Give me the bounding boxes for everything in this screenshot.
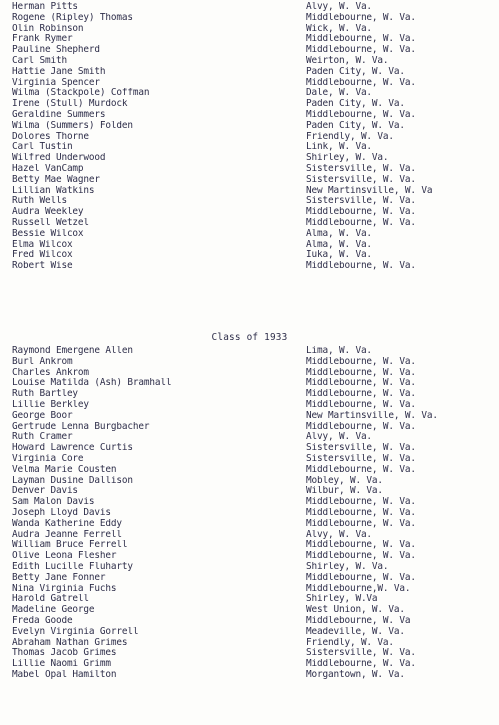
alumni-town: Middlebourne, W. Va. — [306, 421, 416, 432]
alumni-town: Meadeville, W. Va. — [306, 626, 405, 637]
alumni-name: Bessie Wilcox — [12, 228, 84, 239]
alumni-name: Robert Wise — [12, 261, 73, 272]
alumni-name: Fred Wilcox — [12, 250, 73, 261]
alumni-name: Freda Goode — [12, 615, 73, 626]
alumni-town: Iuka, W. Va. — [306, 250, 372, 261]
alumni-town: Middlebourne, W. Va. — [306, 389, 416, 400]
alumni-name: Wilma (Stackpole) Coffman — [12, 88, 150, 99]
alumni-name: Nina Virginia Fuchs — [12, 583, 117, 594]
alumni-name: Velma Marie Cousten — [12, 464, 117, 475]
alumni-town: Shirley, W.Va — [306, 594, 378, 605]
town-column-section2 — [306, 346, 499, 681]
alumni-name: Dolores Thorne — [12, 131, 89, 142]
alumni-name: Ruth Cramer — [12, 432, 73, 443]
alumni-town: Paden City, W. Va. — [306, 99, 405, 110]
alumni-name: Elma Wilcox — [12, 239, 73, 250]
alumni-town: New Martinsville, W. Va — [306, 185, 433, 196]
alumni-name: Herman Pitts — [12, 2, 78, 12]
alumni-name: Hazel VanCamp — [12, 163, 84, 174]
alumni-town: Wilbur, W. Va. — [306, 486, 383, 497]
alumni-name: Howard Lawrence Curtis — [12, 443, 133, 454]
alumni-name: Evelyn Virginia Gorrell — [12, 626, 139, 637]
alumni-town: Dale, W. Va. — [306, 88, 372, 99]
alumni-name: Lillie Berkley — [12, 399, 89, 410]
alumni-name: Betty Mae Wagner — [12, 174, 100, 185]
alumni-name: Abraham Nathan Grimes — [12, 637, 128, 648]
alumni-name: Virginia Core — [12, 453, 84, 464]
alumni-name: Russell Wetzel — [12, 217, 89, 228]
alumni-name: Virginia Spencer — [12, 77, 100, 88]
alumni-town: Friendly, W. Va. — [306, 637, 394, 648]
alumni-town: Link, W. Va. — [306, 142, 372, 153]
alumni-name: Edith Lucille Fluharty — [12, 561, 133, 572]
alumni-town: Sistersville, W. Va. — [306, 163, 416, 174]
alumni-town: Sistersville, W. Va. — [306, 453, 416, 464]
alumni-name: Carl Smith — [12, 55, 67, 66]
alumni-name: Olin Robinson — [12, 23, 84, 34]
alumni-name: Wilfred Underwood — [12, 153, 106, 164]
alumni-town: Wick, W. Va. — [306, 23, 372, 34]
alumni-name: Hattie Jane Smith — [12, 66, 106, 77]
alumni-name: Madeline George — [12, 605, 95, 616]
alumni-name: Joseph Lloyd Davis — [12, 507, 111, 518]
alumni-name: Frank Rymer — [12, 34, 73, 45]
alumni-town: Sistersville, W. Va. — [306, 443, 416, 454]
alumni-town: Alma, W. Va. — [306, 228, 372, 239]
alumni-name: Betty Jane Fonner — [12, 572, 106, 583]
alumni-town: West Union, W. Va. — [306, 605, 405, 616]
alumni-town: Alvy, W. Va. — [306, 2, 372, 12]
alumni-name: Audra Weekley — [12, 207, 84, 218]
alumni-town: Middlebourne, W. Va. — [306, 261, 416, 272]
alumni-town: Middlebourne, W. Va. — [306, 507, 416, 518]
alumni-town: Middlebourne, W. Va. — [306, 367, 416, 378]
alumni-town: Sistersville, W. Va. — [306, 174, 416, 185]
alumni-town: Friendly, W. Va. — [306, 131, 394, 142]
alumni-town: Middlebourne, W. Va. — [306, 572, 416, 583]
alumni-town: Shirley, W. Va. — [306, 561, 389, 572]
alumni-town: Middlebourne, W. Va. — [306, 207, 416, 218]
alumni-town: Alma, W. Va. — [306, 239, 372, 250]
alumni-town: Weirton, W. Va. — [306, 55, 389, 66]
alumni-name: Audra Jeanne Ferrell — [12, 529, 122, 540]
alumni-town: Middlebourne, W. Va. — [306, 12, 416, 23]
alumni-name: William Bruce Ferrell — [12, 540, 128, 551]
alumni-town: Middlebourne, W. Va. — [306, 109, 416, 120]
alumni-name: Lillie Naomi Grimm — [12, 659, 111, 670]
alumni-name: Olive Leona Flesher — [12, 551, 117, 562]
alumni-name: Harold Gatrell — [12, 594, 89, 605]
alumni-town: Paden City, W. Va. — [306, 120, 405, 131]
alumni-name: Pauline Shepherd — [12, 45, 100, 56]
alumni-name: Wanda Katherine Eddy — [12, 518, 122, 529]
alumni-town: Middlebourne, W. Va. — [306, 497, 416, 508]
alumni-town: Middlebourne, W. Va. — [306, 45, 416, 56]
alumni-town: Middlebourne, W. Va. — [306, 217, 416, 228]
alumni-town: Mobley, W. Va. — [306, 475, 383, 486]
alumni-town: Middlebourne, W. Va. — [306, 464, 416, 475]
alumni-name: Gertrude Lenna Burgbacher — [12, 421, 150, 432]
alumni-name: Layman Dusine Dallison — [12, 475, 133, 486]
alumni-town: Middlebourne, W. Va. — [306, 77, 416, 88]
alumni-town: Alvy, W. Va. — [306, 529, 372, 540]
alumni-name: Ruth Bartley — [12, 389, 78, 400]
alumni-town: Middlebourne, W. Va. — [306, 659, 416, 670]
alumni-town: Middlebourne, W. Va. — [306, 551, 416, 562]
alumni-town: Sistersville, W. Va. — [306, 648, 416, 659]
alumni-town: Middlebourne, W. Va. — [306, 34, 416, 45]
alumni-name: Irene (Stull) Murdock — [12, 99, 128, 110]
alumni-town: Middlebourne, W. Va. — [306, 540, 416, 551]
alumni-town: Alvy, W. Va. — [306, 432, 372, 443]
name-column-section1 — [12, 2, 302, 272]
alumni-name: George Boor — [12, 410, 73, 421]
alumni-town: Paden City, W. Va. — [306, 66, 405, 77]
alumni-town: New Martinsville, W. Va. — [306, 410, 438, 421]
alumni-town: Shirley, W. Va. — [306, 153, 389, 164]
class-heading: Class of 1933 — [211, 332, 288, 343]
alumni-name: Charles Ankrom — [12, 367, 89, 378]
alumni-town: Middlebourne, W. Va. — [306, 356, 416, 367]
alumni-name: Lillian Watkins — [12, 185, 95, 196]
alumni-name: Rogene (Ripley) Thomas — [12, 12, 133, 23]
alumni-name: Thomas Jacob Grimes — [12, 648, 117, 659]
alumni-town: Lima, W. Va. — [306, 346, 372, 356]
alumni-name: Geraldine Summers — [12, 109, 106, 120]
alumni-name: Mabel Opal Hamilton — [12, 669, 117, 680]
alumni-town: Morgantown, W. Va. — [306, 669, 405, 680]
alumni-town: Middlebourne, W. Va. — [306, 378, 416, 389]
alumni-town: Middlebourne,W. Va. — [306, 583, 411, 594]
alumni-name: Denver Davis — [12, 486, 78, 497]
alumni-name: Ruth Wells — [12, 196, 67, 207]
alumni-name: Burl Ankrom — [12, 356, 73, 367]
alumni-name: Louise Matilda (Ash) Bramhall — [12, 378, 172, 389]
alumni-town: Middlebourne, W. Va. — [306, 518, 416, 529]
alumni-town: Middlebourne, W. Va. — [306, 399, 416, 410]
alumni-town: Middlebourne, W. Va — [306, 615, 411, 626]
alumni-name: Wilma (Summers) Folden — [12, 120, 133, 131]
alumni-name: Raymond Emergene Allen — [12, 346, 133, 356]
town-column-section1 — [306, 2, 499, 272]
alumni-town: Sistersville, W. Va. — [306, 196, 416, 207]
alumni-name: Carl Tustin — [12, 142, 73, 153]
alumni-name: Sam Malon Davis — [12, 497, 95, 508]
name-column-section2 — [12, 346, 302, 681]
